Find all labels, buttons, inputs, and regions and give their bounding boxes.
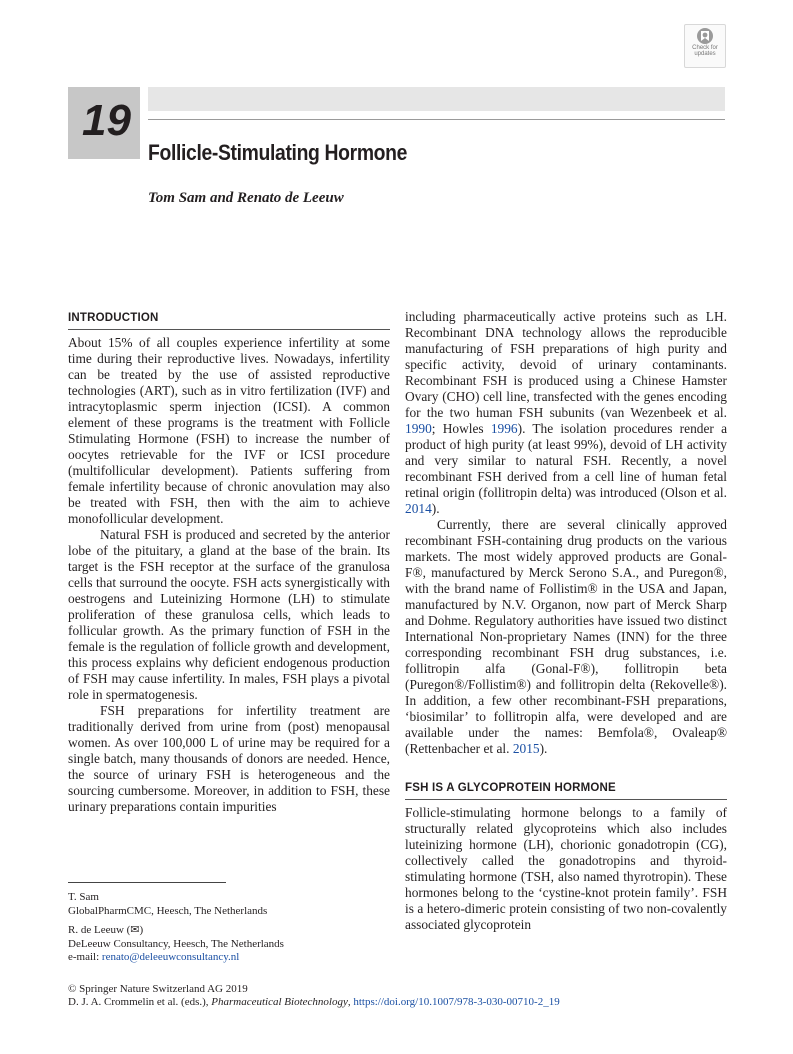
citation-line [68,996,560,1009]
paragraph: Follicle-stimulating hormone belongs to a family of structurally related glycoproteins which also includes luteinizing hormone (LH), chorionic gonadotropin (CG), collectively called the gonadotropins and thyroid-stimulating hormone (TSH, also named thyrotropin). These hormones belong to the ‘cystine-knot protein family’. FSH is a hetero-dimeric protein consisting of two non-covalently associated glycoprotein [405,805,727,932]
page-footer [68,983,560,1009]
section-heading-introduction: INTRODUCTION [68,310,390,330]
left-column [68,310,390,815]
citation-link[interactable]: 2015 [512,741,540,756]
citation-link[interactable]: 2014 [405,501,432,516]
paragraph: About 15% of all couples experience infertility at some time during their reproductive lives. Nowadays, infertility can be treated by the use of assisted reproductive technologies (ART), such as in vitro fertilization (IVF) and intracytoplasmic sperm injection (ICSI). A common element of these programs is the treatment with Follicle Stimulating Hormone (FSH) to increase the number of oocytes retrievable for the IVF or ICSI procedure (multifollicular development). Patients suffering from female infertility because of chronic anovulation may also be treated with FSH, then with the aim to achieve monofollicular development. [68,335,390,526]
book-title: Pharmaceutical Biotechnology [211,996,348,1008]
text: including pharmaceutically active proteins such as LH. Recombinant DNA technology allows the reproducible manufacturing of FSH preparations of high purity and specific activity, devoid of urinary contaminants. Recombinant FSH is produced using a Chinese Hamster Ovary (CHO) cell line, transfected with the genes encoding for the two human FSH subunits (van Wezenbeek et al. [405,309,727,420]
chapter-title: Follicle-Stimulating Hormone [148,140,408,165]
check-for-updates-badge[interactable] [684,24,726,68]
citation-link[interactable]: 1990 [405,421,432,436]
text: ). [431,501,440,516]
text: Currently, there are several clinically approved recombinant FSH-containing drug products on the various markets. The most widely approved products are Gonal-F®, manufactured by Merck Serono S.A., and Puregon®, with the brand name of Follistim® in the USA and Japan, manufactured by N.V. Organon, now part of Merck Sharp and Dohme. Regulatory authorities have issued two distinct International Non-proprietary Names (INN) for the three corresponding recombinant FSH drug substances, i.e. follitropin alfa (Gonal-F®), follitropin beta (Puregon®/Follistim®) and follitropin delta (Rekovelle®). In addition, a few other recombinant-FSH preparations, ‘biosimilar’ to follitropin alfa, were developed and are available under the names: Bemfola®, Ovaleap® (Rettenbacher et al. [405,517,727,756]
text: ). [539,741,548,756]
badge-line1: Check for [692,45,718,51]
paragraph [405,517,727,757]
citation-link[interactable]: 1996 [490,421,518,436]
paragraph: Natural FSH is produced and secreted by the anterior lobe of the pituitary, a gland at the base of the brain. Its target is the FSH receptor at the surface of the granulosa cells that surround the oocyte. FSH acts synergistically with oestrogens and Luteinizing Hormone (LH) to stimulate proliferation of these granulosa cells, which leads to follicular growth. As the primary function of FSH in the female is the regulation of follicle growth and development, this process explains why deficient endogenous production of FSH may cause infertility. In males, FSH plays a pivotal role in spermatogenesis. [68,527,390,702]
crossmark-icon [696,27,714,45]
chapter-number-box [68,87,140,159]
text: ; Howles [431,421,491,436]
right-column [405,309,727,933]
text: , [347,996,354,1008]
chapter-header-bar [148,87,725,111]
author1-name: T. Sam [68,891,99,903]
author1-affiliation: GlobalPharmCMC, Heesch, The Netherlands [68,905,268,917]
author2-email-line [68,951,239,964]
doi-link[interactable]: https://doi.org/10.1007/978-3-030-00710-2_19 [353,996,560,1008]
section-heading-glycoprotein: FSH IS A GLYCOPROTEIN HORMONE [405,780,727,800]
email-label: e-mail: [68,951,102,963]
copyright: © Springer Nature Switzerland AG 2019 [68,983,248,995]
chapter-header-rule [148,119,725,120]
text: D. J. A. Crommelin et al. (eds.), [68,996,212,1008]
badge-line2: updates [694,51,716,57]
email-link[interactable]: renato@deleeuwconsultancy.nl [101,951,240,963]
text: ). The isolation procedures render a product of high purity (at least 99%), devoid of LH activity and very similar to natural FSH. Recently, a novel recombinant FSH derived from a cell line of human fetal retinal origin (follitropin delta) was introduced (Olson et al. [405,421,728,500]
chapter-number: 19 [82,96,131,145]
footnote-rule [68,882,226,883]
author2-affiliation: DeLeeuw Consultancy, Heesch, The Netherlands [68,938,284,950]
chapter-authors: Tom Sam and Renato de Leeuw [148,190,344,206]
paragraph: FSH preparations for infertility treatment are traditionally derived from urine from (post) menopausal women. As over 100,000 L of urine may be required for a single batch, many thousands of donors are needed. Hence, the source of urinary FSH is heterogeneous and the sourcing cumbersome. Moreover, in addition to FSH, these urinary preparations contain impurities [68,703,390,814]
paragraph [405,309,727,517]
author2-name: R. de Leeuw (✉) [68,924,144,936]
